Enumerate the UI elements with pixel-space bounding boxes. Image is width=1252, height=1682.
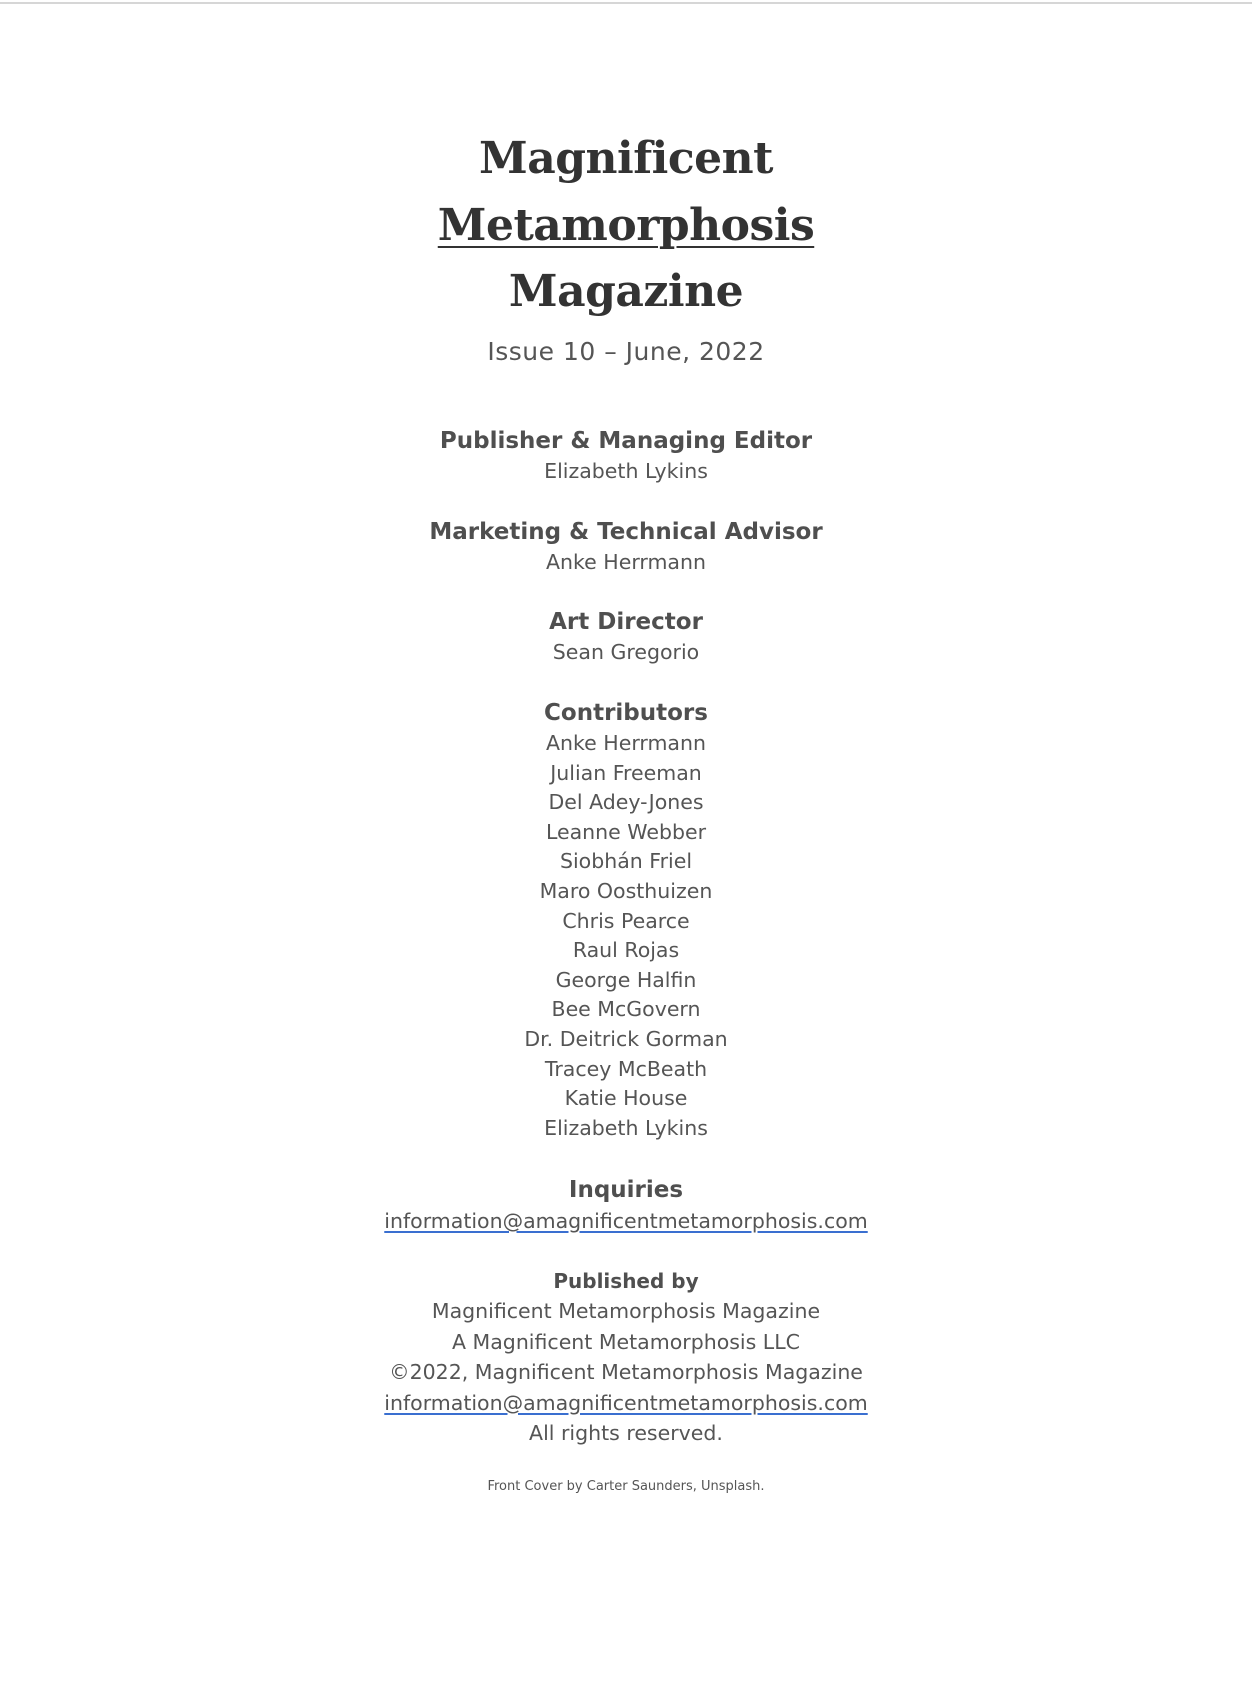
- contributor-name: Del Adey-Jones: [548, 790, 704, 815]
- masthead-line-2: Metamorphosis: [437, 200, 815, 251]
- contributors-heading: Contributors: [544, 700, 708, 726]
- contributor-name: Siobhán Friel: [559, 849, 693, 874]
- contributor-name: Julian Freeman: [550, 760, 702, 785]
- inquiries-email-link[interactable]: information@amagnificentmetamorphosis.com: [384, 1209, 868, 1233]
- inquiries-heading: Inquiries: [568, 1177, 684, 1203]
- contributor-name: Maro Oosthuizen: [539, 878, 713, 903]
- cover-credit: Front Cover by Carter Saunders, Unsplash.: [487, 1479, 765, 1494]
- contributors-section: [0, 697, 1252, 1143]
- staff-role: Art Director: [549, 609, 703, 635]
- published-by-heading: Published by: [553, 1269, 699, 1293]
- publisher-company: A Magnificent Metamorphosis LLC: [452, 1329, 800, 1354]
- publisher-name: Magnificent Metamorphosis Magazine: [431, 1299, 821, 1323]
- contributor-name: Dr. Deitrick Gorman: [524, 1026, 728, 1051]
- inquiries-section: [0, 1174, 1252, 1236]
- publisher-email-link[interactable]: information@amagnificentmetamorphosis.com: [384, 1390, 868, 1415]
- staff-role: Marketing & Technical Advisor: [429, 519, 823, 545]
- rights-line: All rights reserved.: [529, 1420, 723, 1445]
- top-divider: [0, 2, 1252, 4]
- contributor-name: George Halfin: [555, 967, 697, 992]
- issue-line: Issue 10 – June, 2022: [487, 337, 765, 366]
- staff-name: Sean Gregorio: [552, 640, 700, 664]
- staff-name: Anke Herrmann: [546, 550, 706, 574]
- contributor-name: Tracey McBeath: [544, 1056, 708, 1081]
- staff-role: Publisher & Managing Editor: [439, 428, 813, 454]
- staff-marketing: [0, 516, 1252, 578]
- contributor-name: Elizabeth Lykins: [544, 1115, 708, 1140]
- copyright-line: ©2022, Magnificent Metamorphosis Magazine: [389, 1360, 863, 1384]
- published-by-section: [0, 1266, 1252, 1448]
- contributor-name: Leanne Webber: [545, 819, 707, 844]
- staff-art-director: [0, 606, 1252, 668]
- contributor-name: Katie House: [564, 1086, 688, 1111]
- contributor-name: Bee McGovern: [551, 997, 701, 1022]
- contributor-name: Raul Rojas: [572, 938, 680, 963]
- contributor-name: Chris Pearce: [562, 908, 690, 933]
- staff-publisher: [0, 425, 1252, 487]
- masthead-line-3: Magazine: [508, 266, 744, 317]
- contributor-name: Anke Herrmann: [546, 731, 706, 755]
- staff-name: Elizabeth Lykins: [544, 459, 708, 483]
- masthead-line-1: Magnificent: [479, 133, 773, 184]
